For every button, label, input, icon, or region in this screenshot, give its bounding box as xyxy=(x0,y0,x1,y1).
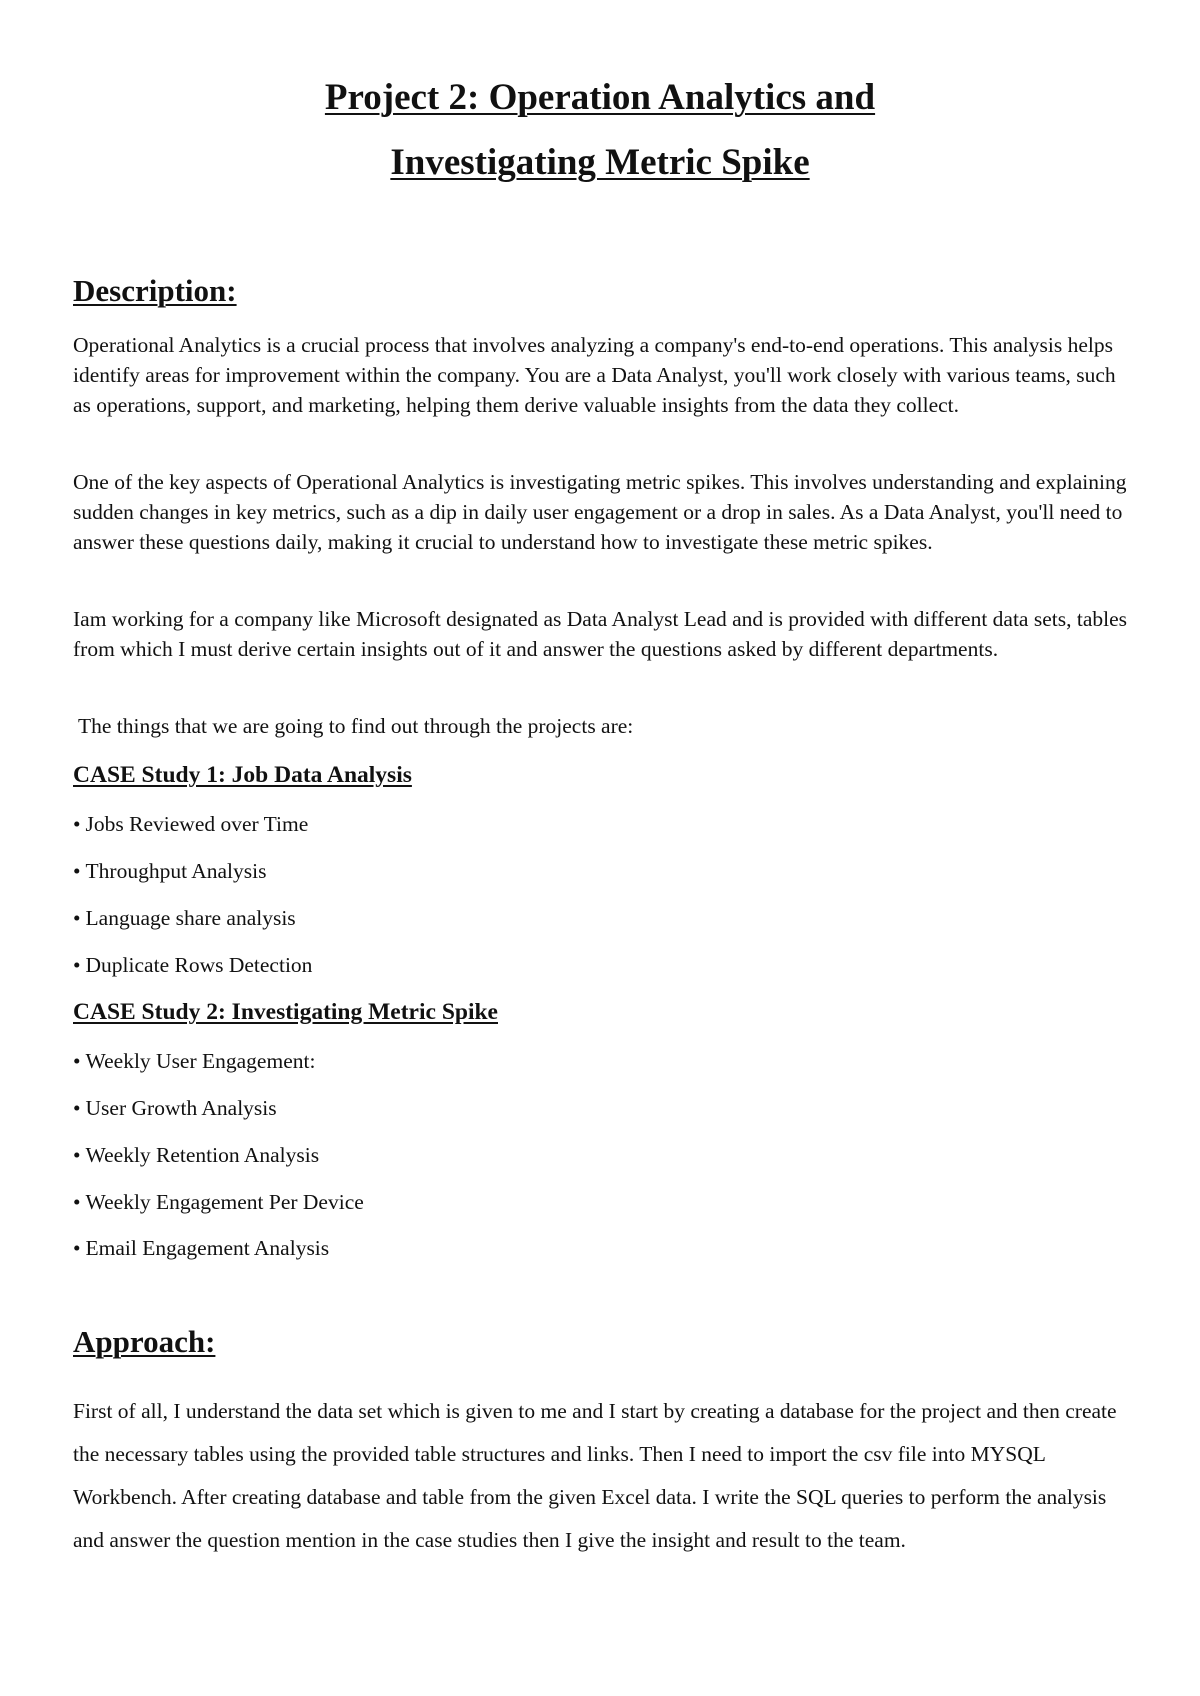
approach-heading: Approach: xyxy=(73,1324,216,1359)
bullet-glyph: • xyxy=(73,1190,81,1214)
approach-paragraph: First of all, I understand the data set which is given to me and I start by creating a database for the project and then create the necessary tables using the provided table structures and links. Then I need to import the csv file into MYSQL Workbench. After creating database and table from the given Excel data. I write the SQL queries to perform the analysis and answer the question mention in the case studies then I give the insight and result to the team. xyxy=(73,1399,1117,1552)
bullet-text: Duplicate Rows Detection xyxy=(85,953,313,977)
bullet-glyph: • xyxy=(73,1143,81,1167)
bullet-glyph: • xyxy=(73,953,81,977)
list-item xyxy=(73,903,296,933)
case-study-1-heading: CASE Study 1: Job Data Analysis xyxy=(73,762,412,788)
bullet-text: Weekly Retention Analysis xyxy=(85,1143,320,1167)
bullet-text: Weekly User Engagement: xyxy=(85,1049,316,1073)
list-item xyxy=(73,1093,277,1123)
description-paragraph-3: Iam working for a company like Microsoft designated as Data Analyst Lead and is provided with different data sets, tables from which I must derive certain insights out of it and answer the questions asked by different departments. xyxy=(73,607,1128,661)
bullet-text: User Growth Analysis xyxy=(85,1096,277,1120)
bullet-glyph: • xyxy=(73,812,81,836)
list-item xyxy=(73,1187,364,1217)
list-item xyxy=(73,856,267,886)
bullet-glyph: • xyxy=(73,1096,81,1120)
list-item xyxy=(73,1140,319,1170)
bullet-glyph: • xyxy=(73,1049,81,1073)
bullet-glyph: • xyxy=(73,859,81,883)
list-item xyxy=(73,809,308,839)
list-item xyxy=(73,950,312,980)
description-paragraph-1: Operational Analytics is a crucial process that involves analyzing a company's end-to-end operations. This analysis helps identify areas for improvement within the company. You are a Data Analyst, you'll work closely with various teams, such as operations, support, and marketing, helping them derive valuable insights from the data they collect. xyxy=(73,333,1116,417)
description-heading: Description: xyxy=(73,273,237,308)
list-item xyxy=(73,1233,329,1263)
description-paragraph-4: The things that we are going to find out through the projects are: xyxy=(78,714,634,738)
bullet-text: Throughput Analysis xyxy=(85,859,267,883)
list-item xyxy=(73,1046,315,1076)
bullet-text: Language share analysis xyxy=(85,906,296,930)
description-paragraph-2: One of the key aspects of Operational Analytics is investigating metric spikes. This involves understanding and explaining sudden changes in key metrics, such as a dip in daily user engagement or a drop in sales. As a Data Analyst, you'll need to answer these questions daily, making it crucial to understand how to investigate these metric spikes. xyxy=(73,470,1127,554)
bullet-text: Weekly Engagement Per Device xyxy=(85,1190,364,1214)
document-title-line-2: Investigating Metric Spike xyxy=(390,142,810,183)
bullet-text: Jobs Reviewed over Time xyxy=(85,812,309,836)
bullet-glyph: • xyxy=(73,906,81,930)
document-title-line-1: Project 2: Operation Analytics and xyxy=(324,77,876,118)
bullet-glyph: • xyxy=(73,1236,81,1260)
case-study-2-heading: CASE Study 2: Investigating Metric Spike xyxy=(73,999,498,1025)
bullet-text: Email Engagement Analysis xyxy=(85,1236,330,1260)
